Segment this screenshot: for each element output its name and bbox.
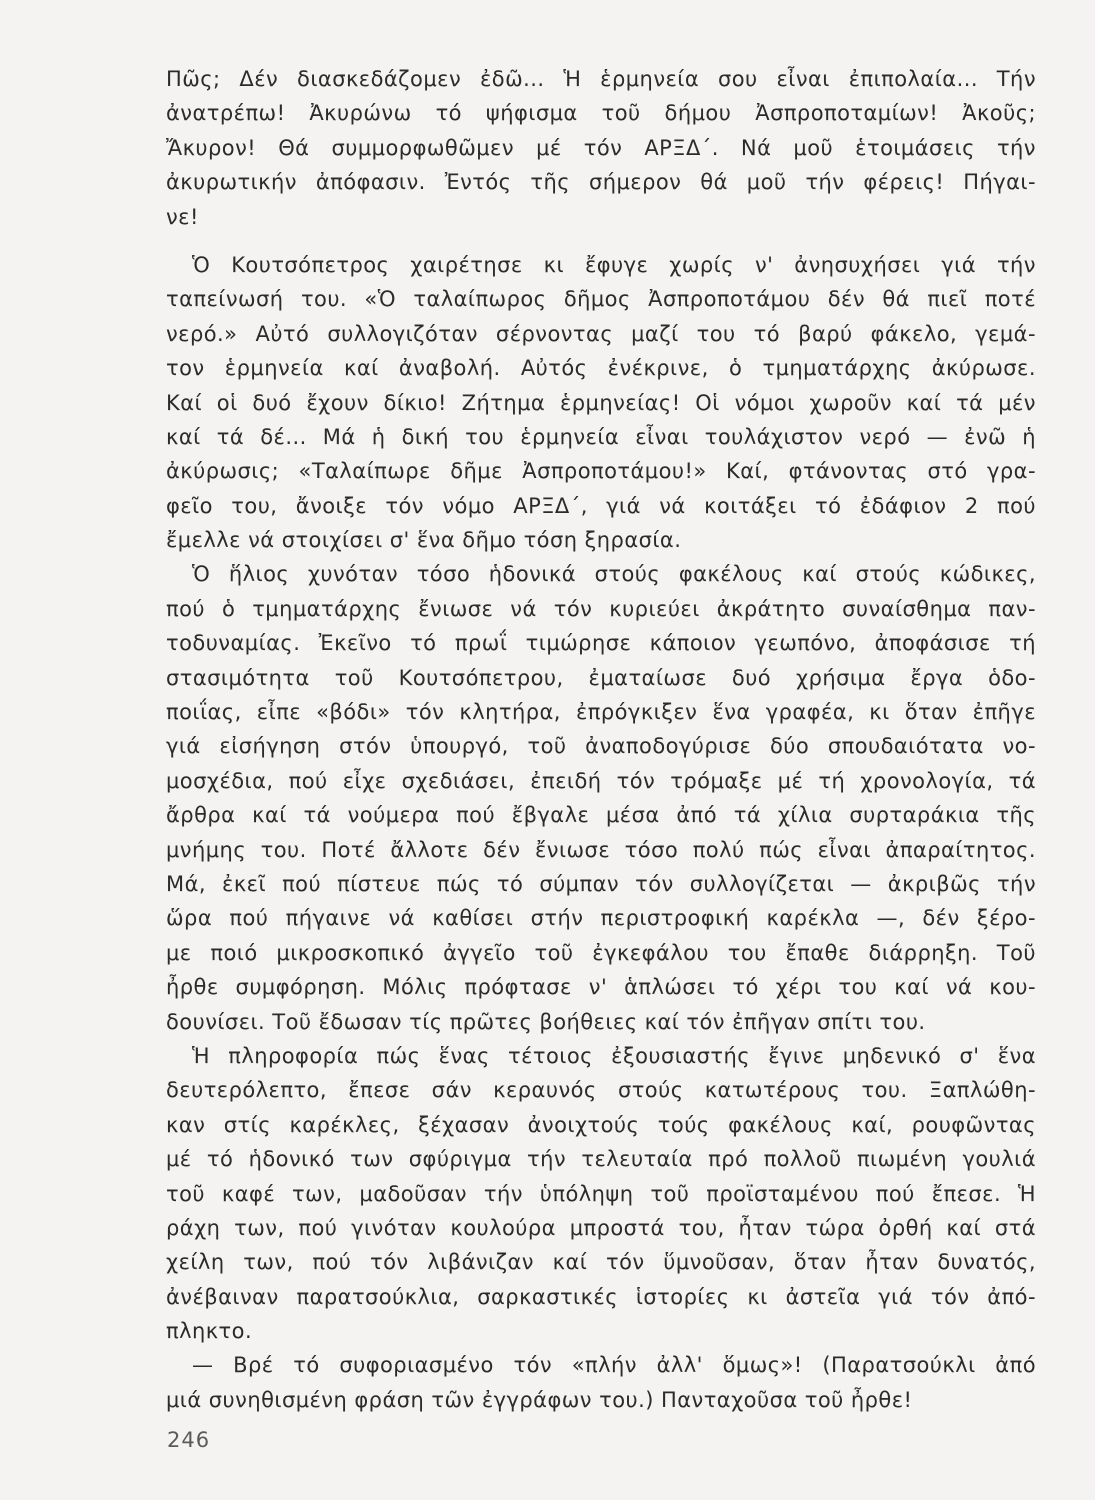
text-line: με ποιό μικροσκοπικό ἀγγεῖο τοῦ ἐγκεφάλου του ἔπαθε διάρρηξη. Τοῦ bbox=[166, 940, 1036, 965]
text-line: Ἄκυρον! Θά συμμορφωθῶμεν μέ τόν ΑΡΞΔ΄. Νά μοῦ ἑτοιμάσεις τήν bbox=[166, 135, 1036, 160]
text-line: πού ὁ τμηματάρχης ἔνιωσε νά τόν κυριεύει ἀκράτητο συναίσθημα παν- bbox=[166, 596, 1036, 621]
text-line: ταπείνωσή του. «Ὁ ταλαίπωρος δῆμος Ἀσπροποτάμου δέν θά πιεῖ ποτέ bbox=[166, 287, 1036, 312]
text-line: ὥρα πού πήγαινε νά καθίσει στήν περιστροφική καρέκλα —, δέν ξέρο- bbox=[166, 906, 1036, 931]
text-line: νε! bbox=[166, 204, 199, 229]
text-line: φεῖο του, ἄνοιξε τόν νόμο ΑΡΞΔ΄, γιά νά κοιτάξει τό ἐδάφιον 2 πού bbox=[166, 493, 1036, 518]
text-line: δευτερόλεπτο, ἔπεσε σάν κεραυνός στούς κατωτέρους του. Ξαπλώθη- bbox=[166, 1078, 1036, 1103]
text-line: ἀνατρέπω! Ἀκυρώνω τό ψήφισμα τοῦ δήμου Ἀσπροποταμίων! Ἀκοῦς; bbox=[166, 101, 1036, 126]
text-line: τον ἑρμηνεία καί ἀναβολή. Αὐτός ἐνέκρινε, ὁ τμηματάρχης ἀκύρωσε. bbox=[166, 356, 1036, 381]
text-line: Καί οἱ δυό ἔχουν δίκιο! Ζήτημα ἑρμηνείας! Οἱ νόμοι χωροῦν καί τά μέν bbox=[166, 390, 1036, 415]
page-number: 246 bbox=[167, 1428, 211, 1452]
text-line: ἀνέβαιναν παρατσούκλια, σαρκαστικές ἱστορίες κι ἀστεῖα γιά τόν ἀπό- bbox=[166, 1284, 1036, 1309]
text-line: — Βρέ τό συφοριασμένο τόν «πλήν ἀλλ' ὅμως»! (Παρατσούκλι ἀπό bbox=[192, 1353, 1036, 1378]
text-line: ποιΐας, εἶπε «βόδι» τόν κλητήρα, ἐπρόγκιξεν ἕνα γραφέα, κι ὅταν ἐπῆγε bbox=[166, 700, 1036, 725]
text-line: Ἡ πληροφορία πώς ἕνας τέτοιος ἐξουσιαστής ἔγινε μηδενικό σ' ἕνα bbox=[192, 1043, 1036, 1068]
text-line: μοσχέδια, πού εἶχε σχεδιάσει, ἐπειδή τόν τρόμαξε μέ τή χρονολογία, τά bbox=[166, 768, 1036, 793]
text-line: ἔμελλε νά στοιχίσει σ' ἕνα δῆμο τόση ξηρασία. bbox=[166, 528, 682, 553]
text-line: μιά συνηθισμένη φράση τῶν ἐγγράφων του.) Πανταχοῦσα τοῦ ἦρθε! bbox=[166, 1387, 913, 1412]
text-line: τοῦ καφέ των, μαδοῦσαν τήν ὑπόληψη τοῦ προϊσταμένου πού ἔπεσε. Ἡ bbox=[166, 1181, 1036, 1206]
text-line: καν στίς καρέκλες, ξέχασαν ἀνοιχτούς τούς φακέλους καί, ρουφῶντας bbox=[166, 1112, 1036, 1137]
text-line: δουνίσει. Τοῦ ἔδωσαν τίς πρῶτες βοήθειες καί τόν ἐπῆγαν σπίτι του. bbox=[166, 1009, 926, 1034]
text-line: τοδυναμίας. Ἐκεῖνο τό πρωΐ τιμώρησε κάποιον γεωπόνο, ἀποφάσισε τή bbox=[166, 631, 1036, 656]
text-line: ράχη των, πού γινόταν κουλούρα μπροστά του, ἦταν τώρα ὀρθή καί στά bbox=[166, 1215, 1036, 1240]
text-line: Ὁ ἥλιος χυνόταν τόσο ἡδονικά στούς φακέλους καί στούς κώδικες, bbox=[192, 562, 1036, 587]
text-line: Πῶς; Δέν διασκεδάζομεν ἐδῶ... Ἡ ἑρμηνεία σου εἶναι ἐπιπολαία... Τήν bbox=[166, 67, 1036, 91]
text-line: γιά εἰσήγηση στόν ὑπουργό, τοῦ ἀναποδογύρισε δύο σπουδαιότατα νο- bbox=[166, 734, 1036, 759]
text-line: ἀκύρωσις; «Ταλαίπωρε δῆμε Ἀσπροποτάμου!» Καί, φτάνοντας στό γρα- bbox=[166, 459, 1036, 484]
text-line: Μά, ἐκεῖ πού πίστευε πώς τό σύμπαν τόν συλλογίζεται — ἀκριβῶς τήν bbox=[166, 871, 1036, 896]
text-line: ἦρθε συμφόρηση. Μόλις πρόφτασε ν' ἁπλώσει τό χέρι του καί νά κου- bbox=[166, 975, 1036, 1000]
text-line: ἀκυρωτικήν ἀπόφασιν. Ἐντός τῆς σήμερον θά μοῦ τήν φέρεις! Πήγαι- bbox=[166, 170, 1036, 195]
text-line: μνήμης του. Ποτέ ἄλλοτε δέν ἔνιωσε τόσο πολύ πώς εἶναι ἀπαραίτητος. bbox=[166, 837, 1036, 862]
body-text bbox=[166, 62, 1036, 1417]
text-line: χείλη των, πού τόν λιβάνιζαν καί τόν ὕμνοῦσαν, ὅταν ἦταν δυνατός, bbox=[166, 1250, 1036, 1275]
paragraph-gap bbox=[166, 234, 1036, 248]
text-line: ἄρθρα καί τά νούμερα πού ἔβγαλε μέσα ἀπό τά χίλια συρταράκια τῆς bbox=[166, 803, 1036, 828]
text-line: στασιμότητα τοῦ Κουτσόπετρου, ἐματαίωσε δυό χρήσιμα ἔργα ὁδο- bbox=[166, 665, 1036, 690]
text-line: καί τά δέ... Μά ἡ δική του ἑρμηνεία εἶναι τουλάχιστον νερό — ἐνῶ ἡ bbox=[166, 424, 1036, 449]
text-line: μέ τό ἡδονικό των σφύριγμα τήν τελευταία πρό πολλοῦ πιωμένη γουλιά bbox=[166, 1147, 1036, 1172]
text-line: νερό.» Αὐτό συλλογιζόταν σέρνοντας μαζί του τό βαρύ φάκελο, γεμά- bbox=[166, 321, 1036, 346]
text-line: πληκτο. bbox=[166, 1319, 253, 1344]
text-line: Ὁ Κουτσόπετρος χαιρέτησε κι ἔφυγε χωρίς ν' ἀνησυχήσει γιά τήν bbox=[192, 252, 1036, 277]
